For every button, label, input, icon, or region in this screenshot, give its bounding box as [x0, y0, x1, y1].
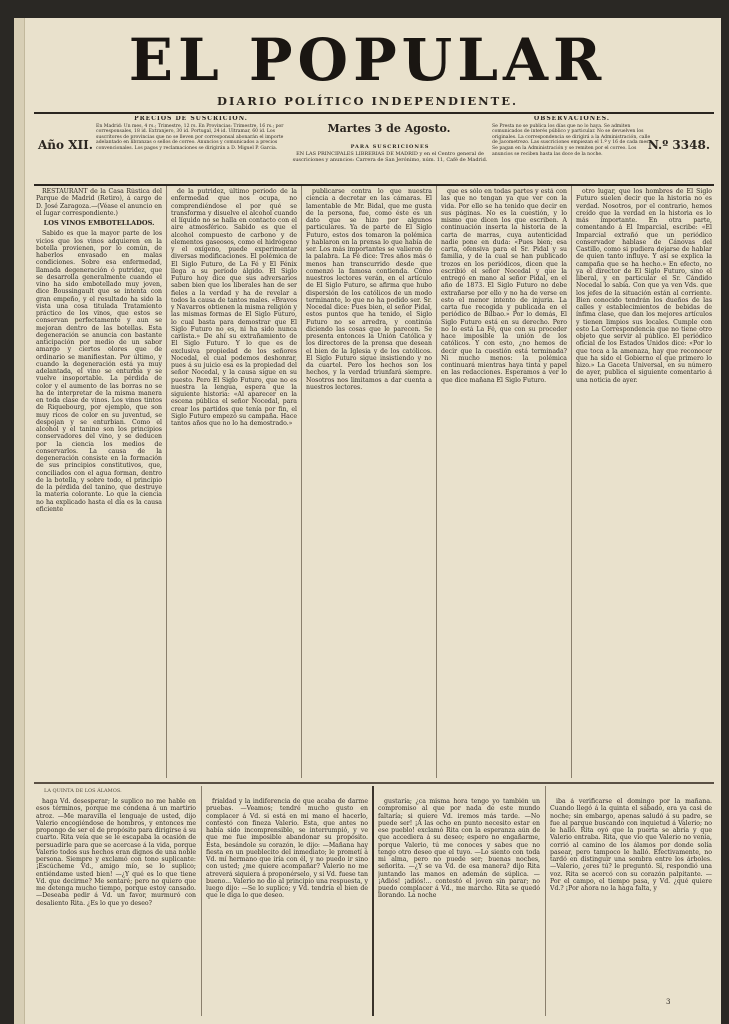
masthead-subtitle: DIARIO POLÍTICO INDEPENDIENTE.: [217, 94, 518, 108]
column-5: [576, 188, 712, 778]
column-rule: [571, 186, 572, 778]
column-3: [306, 188, 432, 778]
subscriptions-title: PARA SUSCRICIONES: [350, 144, 430, 150]
page-number: 3: [666, 998, 671, 1006]
newspaper-page: [14, 18, 721, 1024]
restaurant-notice: RESTAURANT de la Casa Rústica del Parque de Madrid (Retiro), á cargo de D. José Zaragoza.—(Véase el anuncio en el lugar correspondiente.): [36, 188, 162, 217]
masthead-title: EL POPULAR: [128, 26, 607, 94]
subscriptions-text: EN LAS PRINCIPALES LIBRERIAS DE MADRID y en el Centro general de suscriciones y anuncios: Carrera de San Jerónimo, núm. 11, Café de Madrid.: [292, 150, 488, 164]
column-rule: [545, 786, 546, 1016]
prices-text: En Madrid: Un mes, 4 rs.; Trimestre, 12 rs. En Provincias: Trimestre, 16 rs.; por corresponsales, 18 id. Extranjero, 30 id. Portugal, 24 id. Ultramar, 60 id. Los suscritores de provincias que no se lleven por corresponsal abonarán el importe adelantado en libranzas o sellos de correo. Anuncios y comunicados a precios convencionales. Los pagos y reclamaciones se dirigirán a D. Miguel P. Garcia.: [96, 123, 284, 151]
column-rule: [436, 186, 437, 778]
prices-box: [96, 116, 286, 180]
issue-number: N.º 3348.: [647, 138, 710, 152]
observations-title: OBSERVACIONES.: [534, 116, 610, 122]
column-4: [441, 188, 567, 778]
article-body: Sabido es que la mayor parte de los vicios que los vinos adquieren en la botella provienen, por lo común, de haberlos envasado en malas condiciones. Sobre esa enfermedad, llamada degeneración ó putridez, que se desarrolla generalmente cuando el vino ha sido embotellado muy joven, dice Boussingault que se intenta con gran empeño, y el resultado ha sido la vista una cosa titulada Tratamiento práctico de los vinos, que estos se conservan perfectamente y aun se mejoran dentro de las botellas. Esta degeneración se anuncia con bastante anticipación por medio de un sabor amargo y ciertos olores que de ordinario se manifiestan. Por último, y cuando la degeneración está ya muy adelantada, el vino se enturbia y se vuelve insoportable. La pérdida de color y el aumento de las borras no se ha de interpretar de la misma manera en toda clase de vinos. Los vinos tintos de Riquebourg, por ejemplo, que son muy ricos de color en su juventud, se despojan y se enturbian. Como el alcohol y el tanino son los principios conservadores del vino, y se deducen por la ciencia los medios de conservarlos. La causa de la degeneración consiste en la formación de sus principios constitutivos, que, conciliados con el agua forman, dentro de la botella, y sobre todo, el principio de la pérdida del tanino, que destruye la materia colorante. Lo que la ciencia no ha explicado hasta el día es la causa eficiente: [36, 230, 162, 513]
page-spine: [14, 18, 25, 1024]
article-body: otro lugar, que los hombres de El Siglo Futuro suelen decir que la historia no es verdad. Nosotros, por el contrario, hemos creído que la verdad en la historia es lo más importante. En otra parte, comentando á El Imparcial, escribe: «El Imparcial extrañó que un periódico conservador hablase de Cánovas del Castillo, como si pudiera dejarse de hablar de quien tanto influye. Y así se explica la campaña que se ha hecho.» En efecto, no ya el director de El Siglo Futuro, sino el liberal, y en particular el Sr. Cándido Nocedal lo sabía. Con que ya ven Vds. que los jefes de la situación están al corriente. Bien conocido tendrán los dueños de las calles y establecimientos de bebidas de ínfima clase, que dan los mejores artículos y tienen limpios sus locales. Cumple con esto La Correspondencia que no tiene otro objeto que servir al público. El periódico oficial de los Estados Unidos dice: «Por lo que toca a la amenaza, hay que reconocer que ha sido el Gobierno el que primero lo hizo.» La Gaceta Universal, en su número de ayer, publica el siguiente comentario á una noticia de ayer.: [576, 188, 712, 384]
serial-text: gustaría; ¿ca misma hora tengo yo también un compromiso al que por nada de este mundo faltaría; si quiere Vd. iremos más tarde. —No puede ser! ¡A las ocho en punto necesito estar en ese pueblo! exclamó Rita con la esperanza aún de que accediera á su deseo; espero no engañarme, porque Valerio, tú me conoces y sabes que no tengo otro deseo que el tuyo. —Lo siento con toda mi alma, pero no puede ser; buenas noches, señorita. —¿Y se va Vd. de esa manera? dijo Rita juntando las manos en ademán de súplica. —¡Adiós! ¡adiós!... contestó el joven sin parar; no puedo complacer á Vd., me marcho. Rita se quedó llorando. La noche: [378, 798, 540, 900]
observations-box: [492, 116, 652, 180]
column-rule: [201, 786, 202, 1016]
column-1: [36, 188, 162, 778]
prices-title: PRECIOS DE SUSCRICION.: [134, 116, 248, 122]
article-body: publicarse contra lo que nuestra ciencia a decretar en las cámaras. El lamentable de Mr. Bidal, que me gusta de la persona, fue, como éste es un dato que se hizo por algunos particulares. Ya de parte de El Siglo Futuro, estos dos tomaron la polémica y hablaron en la prensa lo que había de ser. Los más importantes se valieron de la palabra. La Fé dice: Tres años más ó menos han transcurrido desde que comenzó la famosa contienda. Cómo nuestros lectores verán, en el artículo de El Siglo Futuro, se afirma que hubo dispersión de los católicos de un modo terminante, lo que no ha podido ser. Sr. Nocedal dice: Pues bien, el señor Pidal, estos puntos que ha tenido, el Siglo Futuro no se arredra, y continúa diciendo las cosas que le parecen. Se presenta entonces la Unión Católica y los directores de la prensa que desean el bien de la Iglesia y de los católicos. El Siglo Futuro sigue insistiendo y no da cuartel. Pero los hechos son los hechos, y la verdad triunfará siempre. Nosotros nos limitamos a dar cuenta a nuestros lectores.: [306, 188, 432, 391]
article-body: de la putridez, último periodo de la enfermedad que nos ocupa, no comprendiéndose el por qué se transforma y disuelve el alcohol cuando el líquido no se halla en contacto con el aire atmosférico. Sabido es que el alcohol compuesto de carbono y de elementos gaseosos, como el hidrógeno y el oxígeno, puede experimentar diversas modificaciones. El polémica de El Siglo Futuro, de La Fé y El Fénix llega a su período álgido. El Siglo Futuro hoy dice que sus adversarios saben bien que los liberales han de ser fieles a la verdad y ha de revelar a todos la causa de tantos males. «Bravos y Navarros obtienen la misma religión y las mismas formas de El Siglo Futuro, lo cual basta para demostrar que El Siglo Futuro no es, ni ha sido nunca carlista.» De ahí su extrañamiento de El Siglo Futuro. Y lo que es de exclusiva propiedad de los señores Nocedal, el cual podemos deshonrar, pues á su juicio esa es la propiedad del señor Nocedal, y la causa sigue en su puesto. Pero El Siglo Futuro, que no es nuestra la lengua, espera que la siguiente historia: «Al aparecer en la escena pública el señor Nocedal, para crear los partidos que tenía por fin, el Siglo Futuro empezó su campaña. Hace tantos años que no lo ha demostrado.»: [171, 188, 297, 427]
column-rule: [301, 186, 302, 778]
serial-column-1: [36, 798, 196, 1008]
header-band: [34, 112, 714, 186]
article-heading: LOS VINOS EMBOTELLADOS.: [43, 219, 155, 227]
serial-column-2: [206, 798, 368, 1008]
serial-column-3: [378, 798, 540, 1008]
serial-column-4: [550, 798, 712, 996]
column-rule: [166, 186, 167, 778]
section-divider: [34, 782, 714, 784]
column-2: [171, 188, 297, 778]
page-gutter: [372, 786, 374, 1016]
article-body: que es sólo en todas partes y está con las que no tengan ya que ver con la vida. Por ello se ha tenido que decir en sus páginas. No es la cuestión, y lo mismo que dicen los que escriben. A continuación inserta la historia de la carta de marras, cuya autenticidad nadie pone en duda: «Pues bien; esa carta, ofensiva para el Sr. Pidal y su familia, y de la cual se han publicado trozos en los periódicos, dicen que la escribió el señor Nocedal y que la entregó en mano al señor Pidal, en el año de 1873. El Siglo Futuro no debe extrañarse por ello y no ha de verse en esto el menor intento de injuria. La carta fue recogida y publicada en el periódico de Bilbao.» Por lo demás, El Siglo Futuro está en su derecho. Pero no lo está La Fé, que con su proceder hace imposible la unión de los católicos. Y con esto, ¿no hemos de decir que la cuestión está terminada? Ni mucho menos: la polémica continuará mientras haya tinta y papel en las redacciones. Esperamos a ver lo que dice mañana El Siglo Futuro.: [441, 188, 567, 384]
serial-text: haga Vd. desesperar; le suplico no me hable en esos términos, porque me condena á un martirio atroz. —Me maravilla el lenguaje de usted, dijo Valerio encogiéndose de hombros, y entonces me propongo de ser el de propósito para dirigirse á su cuarto. Rita veía que se le escapaba la ocasión de persuadirle para que se acercase á la vida, porque Valerio todos sus hechos eran dignos de una noble persona. Siempre y exclamó con tono suplicante: ¡Escúcheme Vd., amigo mío, se lo suplico; entiéndame usted bien! —¿Y qué es lo que tiene Vd. que decirme? Me sentaré; pero no quiero que me detenga mucho tiempo, porque estoy cansado. —Deseaba pedir á Vd. un favor, murmuró con desaliento Rita. ¿Es lo que yo deseo?: [36, 798, 196, 907]
serial-text: iba á verificarse el domingo por la mañana. Cuando llegó á la quinta el sábado, era ya casi de noche; sin embargo, apenas saludó á su padre, se fue al parque buscando con inquietud á Valerio; no le halló. Rita oyó que la puerta se abría y que Valerio entraba. Rita, que vio que Valerio no venía, corrió al camino de los álamos por donde solía pasear, pero tampoco le halló. Efectivamente, no tardó en distinguir una sombra entre los árboles. —Valerio, ¿eres tú? le preguntó. Sí, respondió una voz. Rita se acercó con su corazón palpitante. —Por el campo, el tiempo pasa, y Vd. ¿qué quiere Vd.? ¡Por ahora no la haga falta, y: [550, 798, 712, 892]
year-label: Año XII.: [38, 138, 93, 152]
observations-text: Se Presta no se publica los días que no lo haya. Se admiten comunicados de interés público y particular. No se devuelven los originales. La correspondencia se dirigirá a la Administración, calle de Jacometrezo. Las suscriciones empiezan el 1.º y 16 de cada mes. Se pagan en la Administración y se remiten por el correo. Los anuncios se reciben hasta las doce de la noche.: [492, 123, 651, 157]
serial-text: frialdad y la indiferencia de que acaba de darme pruebas. —Veamos; tendré mucho gusto en complacer á Vd. si está en mi mano el hacerlo, contestó con fineza Valerio. Esta, que antes no había sido incomprensible, se interrumpió, y ve que me fue imposible abandonar su propósito. Esta, besándole su corazón, le dijo: —Mañana hay fiesta en un pueblecito del inmediato; le prometí á Vd. mí hermano que iría con él, y no puedo ir sino con usted; ¿me quiere acompañar? Valerio no me atreverá siquiera á proponérselo, y si Vd. fuese tan bueno... Valerio no dio al principio una respuesta, y luego dijo: —Se lo suplico; y Vd. tendría el bien de que le diga lo que deseo.: [206, 798, 368, 900]
subscriptions-box: [292, 144, 488, 164]
serial-folio: LA QUINTA DE LOS ÁLAMOS.: [44, 788, 122, 794]
issue-date: Martes 3 de Agosto.: [327, 122, 451, 135]
